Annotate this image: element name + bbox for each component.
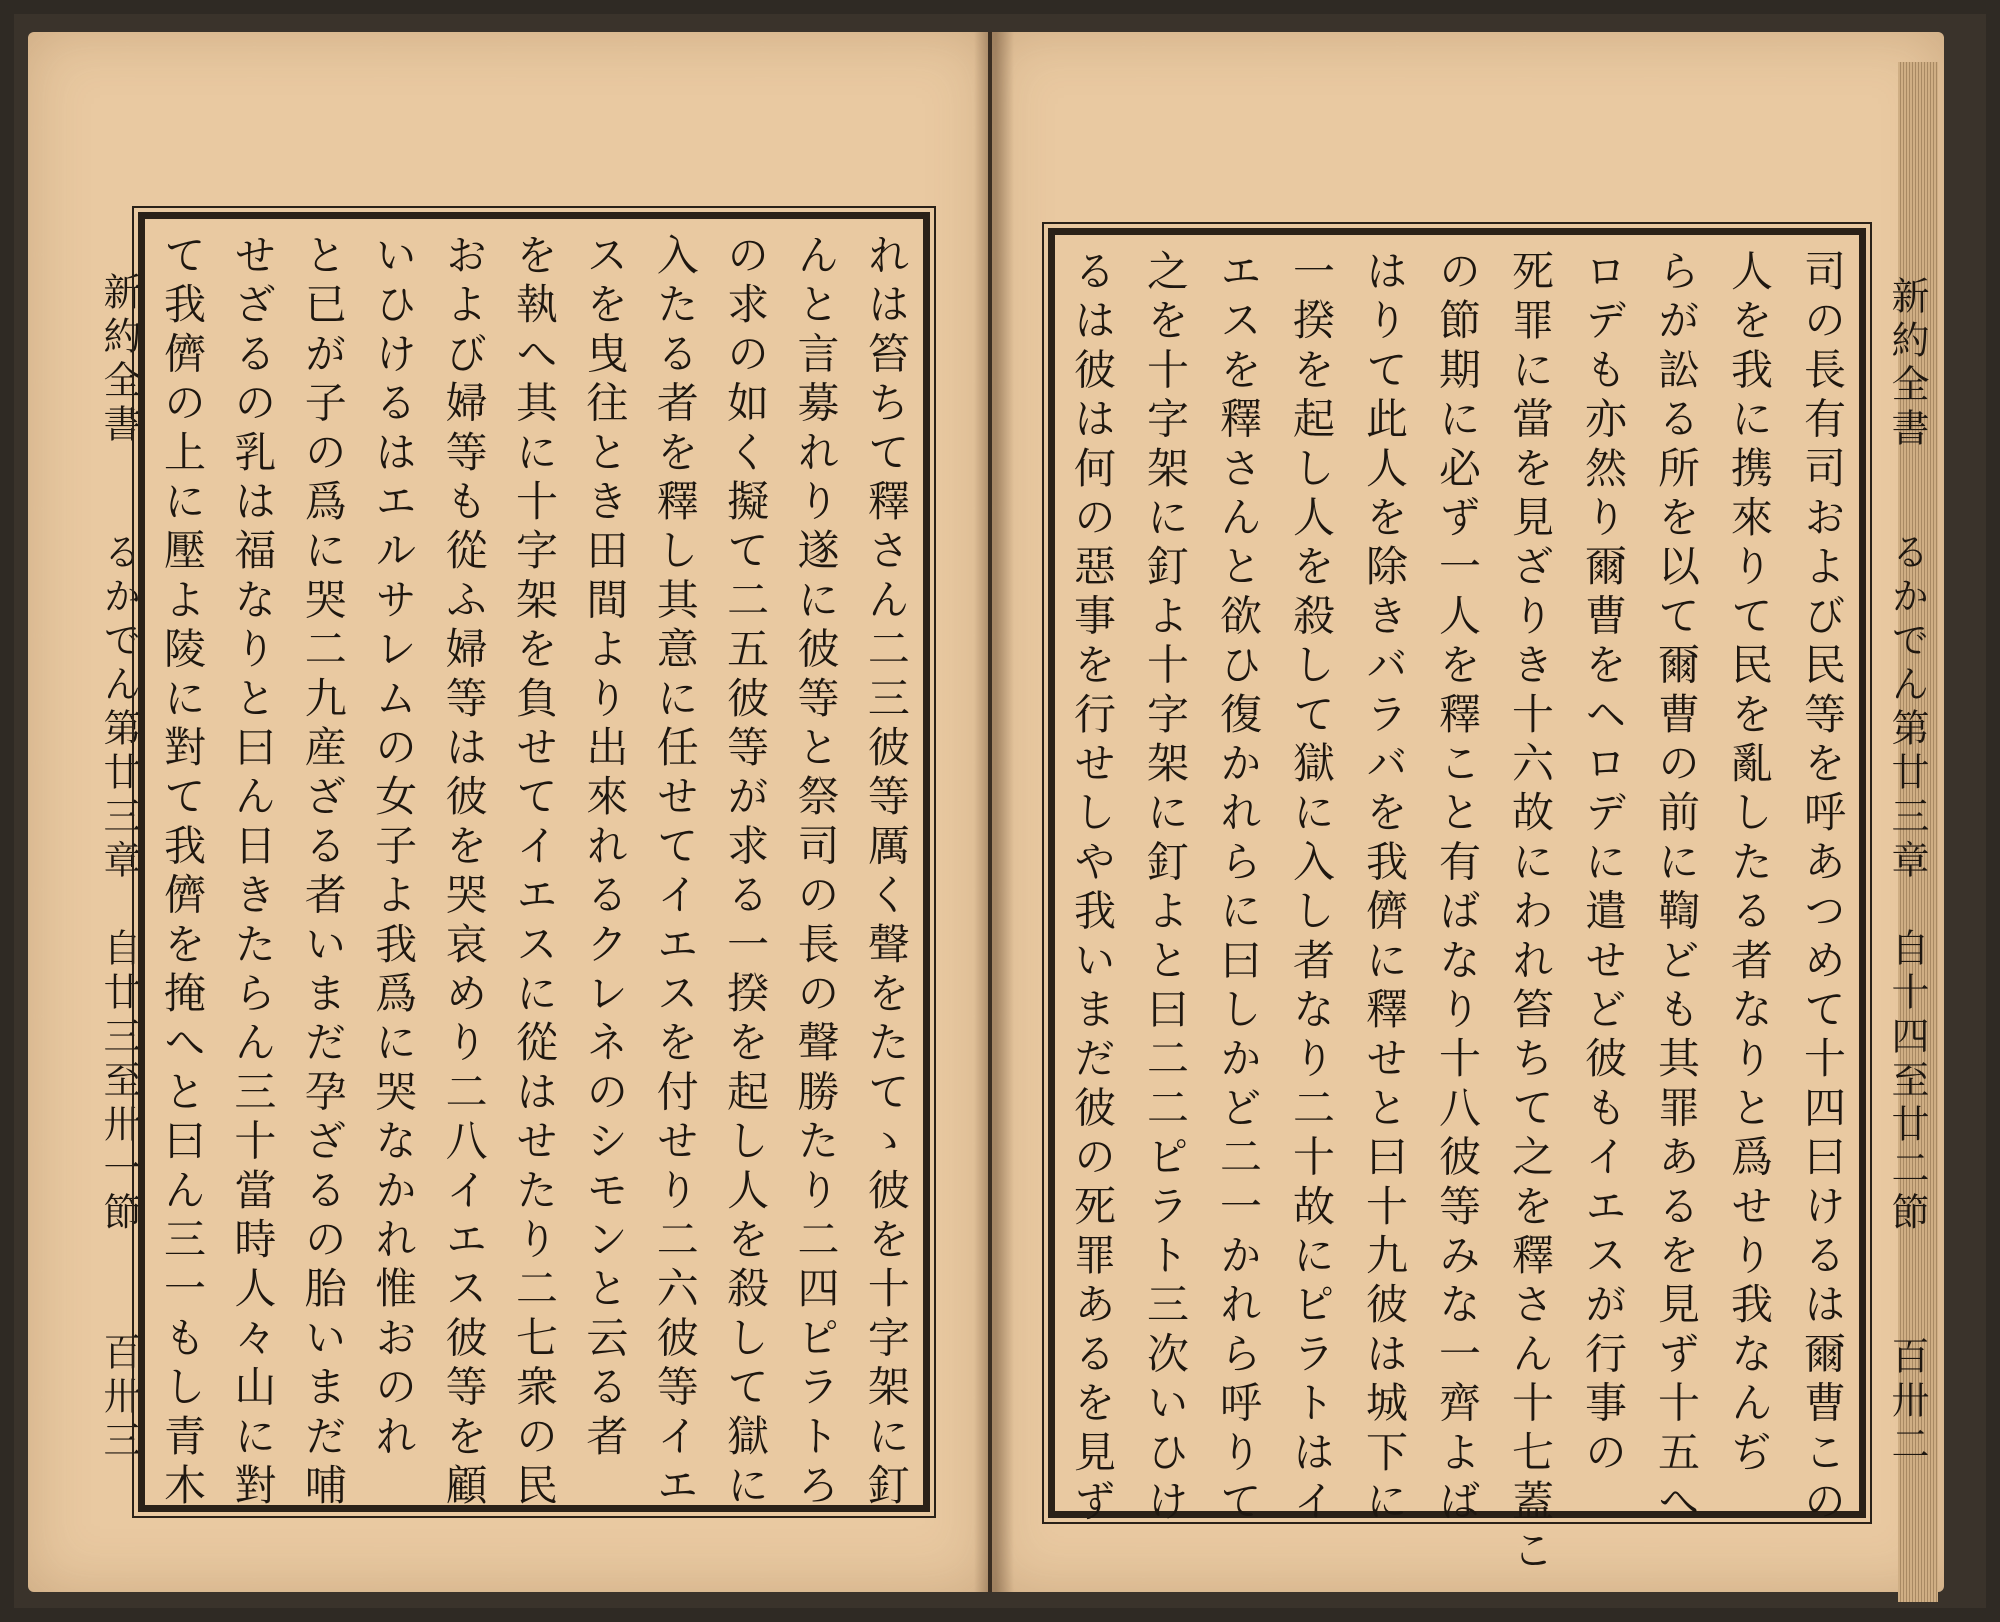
text-column: の求の如く擬て二五彼等が求る一揆を起し人を殺して獄に — [721, 233, 771, 1513]
left-page-number: 百卅三 — [97, 1332, 141, 1464]
text-column: の節期に必ず一人を釋こと有ばなり十八彼等みな一齊よば — [1433, 249, 1482, 1529]
left-page — [28, 32, 988, 1592]
text-column: および婦等も從ふ婦等は彼を哭哀めり二八イエス彼等を顧 — [439, 233, 489, 1513]
text-column: を執へ其に十字架を負せてイエスに從はせたり二七衆の民 — [509, 233, 559, 1513]
text-column: せざるの乳は福なりと曰ん日きたらん三十當時人々山に對 — [228, 233, 278, 1513]
text-column: らが訟る所を以て爾曹の前に鞫ども其罪あるを見ず十五へ — [1652, 249, 1701, 1529]
text-column: スを曳往とき田間より出來れるクレネのシモンと云る者 — [580, 233, 630, 1463]
text-column: れは笞ちて釋さん二三彼等厲く聲をたてゝ彼を十字架に釘 — [861, 233, 911, 1513]
text-column: 死罪に當を見ざりき十六故にわれ笞ちて之を釋さん十七蓋こ — [1506, 249, 1555, 1578]
right-running-chapter: るかでん第廿三章 自十四至廿二節 — [1885, 532, 1929, 1236]
text-column: はりて此人を除きバラバを我儕に釋せと曰十九彼は城下に — [1360, 249, 1409, 1529]
text-column: エスを釋さんと欲ひ復かれらに曰しかど二一かれら呼りて — [1214, 249, 1263, 1529]
left-text-columns — [158, 233, 911, 1513]
text-column: 一揆を起し人を殺して獄に入し者なり二十故にピラトはイ — [1287, 249, 1336, 1529]
text-column: 入たる者を釋し其意に任せてイエスを付せり二六彼等イエ — [650, 233, 700, 1513]
right-running-title: 新約全書 — [1885, 276, 1929, 452]
text-column: 之を十字架に釘よ十字架に釘よと曰二二ピラト三次いひけ — [1141, 249, 1190, 1529]
text-column: と已が子の爲に哭二九産ざる者いまだ孕ざるの胎いまだ哺 — [298, 233, 348, 1513]
left-text-frame — [138, 212, 930, 1512]
text-column: いひけるはエルサレムの女子よ我爲に哭なかれ惟おのれ — [369, 233, 419, 1463]
text-column: 人を我に携來りて民を亂したる者なりと爲せり我なんぢ — [1725, 249, 1774, 1479]
open-book — [14, 14, 1986, 1608]
right-text-columns — [1068, 249, 1847, 1578]
text-column: ロデも亦然り爾曹をヘロデに遣せど彼もイエスが行事の — [1579, 249, 1628, 1479]
right-page — [992, 32, 1944, 1592]
left-running-chapter: るかでん第廿三章 自廿三至卅一節 — [97, 532, 141, 1236]
right-page-number: 百卅二 — [1885, 1336, 1929, 1468]
left-running-title: 新約全書 — [97, 272, 141, 448]
text-column: 司の長有司および民等を呼あつめて十四曰けるは爾曹この — [1798, 249, 1847, 1529]
right-text-frame — [1048, 228, 1866, 1578]
text-column: るは彼は何の惡事を行せしや我いまだ彼の死罪あるを見ず — [1068, 249, 1117, 1529]
text-column: て我儕の上に壓よ陵に對て我儕を掩へと曰ん三一もし青木 — [158, 233, 207, 1513]
text-column: んと言募れり遂に彼等と祭司の長の聲勝たり二四ピラトろ — [791, 233, 841, 1513]
